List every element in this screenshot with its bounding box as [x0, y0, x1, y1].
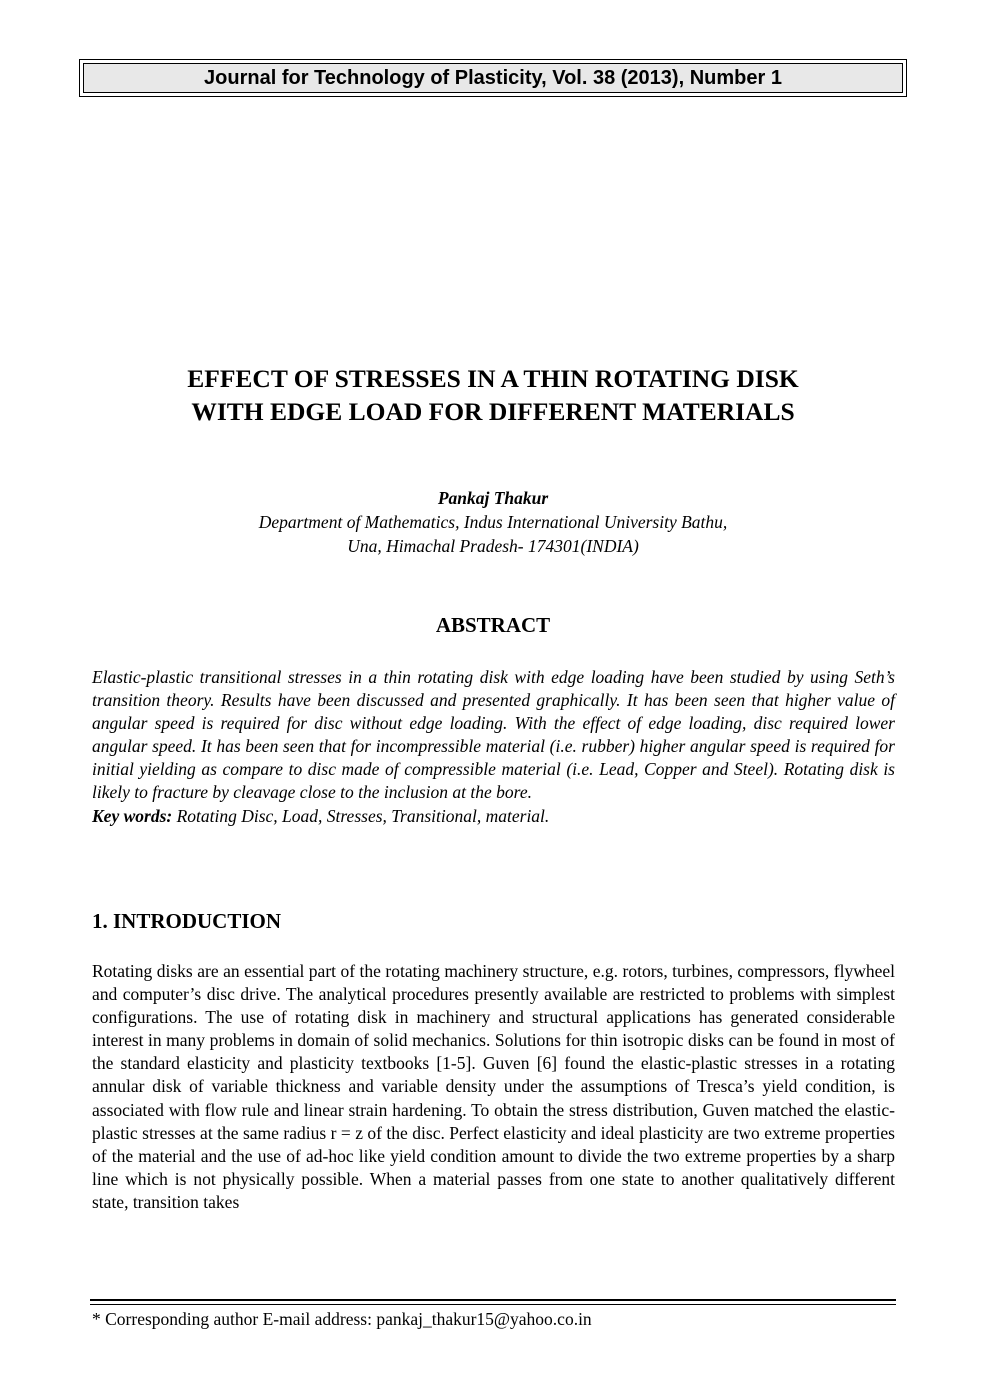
abstract-body	[92, 666, 895, 828]
footnote: * Corresponding author E-mail address: pankaj_thakur15@yahoo.co.in	[92, 1309, 592, 1329]
keywords-label: Key words:	[92, 805, 173, 826]
journal-header	[79, 59, 907, 97]
footnote-divider-thin	[90, 1304, 896, 1305]
abstract-paragraph: Elastic-plastic transitional stresses in a thin rotating disk with edge loading have been studied by using Seth’s transition theory. Results have been discussed and presented graphically. It has been seen that higher value of angular speed is required for disc without edge loading. With the effect of edge loading, disc required lower angular speed. It has been seen that for incompressible material (i.e. rubber) higher angular speed is required for initial yielding as compare to disc made of compressible material (i.e. Lead, Copper and Steel). Rotating disk is likely to fracture by cleavage close to the inclusion at the bore.	[92, 667, 895, 803]
author-affiliation-line2: Una, Himachal Pradesh- 174301(INDIA)	[347, 536, 639, 556]
paper-title-line1: EFFECT OF STRESSES IN A THIN ROTATING DISK	[187, 364, 799, 393]
paper-title	[60, 362, 926, 428]
keywords-list: Rotating Disc, Load, Stresses, Transitional, material.	[176, 805, 550, 826]
author-name: Pankaj Thakur	[437, 488, 549, 508]
footnote-divider	[90, 1299, 896, 1301]
journal-title: Journal for Technology of Plasticity, Vol. 38 (2013), Number 1	[83, 63, 903, 93]
author-affiliation-line1: Department of Mathematics, Indus International University Bathu,	[258, 512, 728, 532]
introduction-body	[92, 960, 895, 1214]
abstract-heading: ABSTRACT	[435, 613, 551, 637]
author-block	[60, 486, 926, 558]
paper-title-line2: WITH EDGE LOAD FOR DIFFERENT MATERIALS	[191, 397, 795, 426]
introduction-paragraph: Rotating disks are an essential part of the rotating machinery structure, e.g. rotors, turbines, compressors, flywheel and computer’s disc drive. The analytical procedures presently available are restricted to problems with simplest configurations. The use of rotating disk in machinery and structural applications has generated considerable interest in many problems in domain of solid mechanics. Solutions for thin isotropic disks can be found in most of the standard elasticity and plasticity textbooks [1-5]. Guven [6] found the elastic-plastic stresses in a rotating annular disk of variable thickness and variable density under the assumptions of Tresca’s yield condition, is associated with flow rule and linear strain hardening. To obtain the stress distribution, Guven matched the elastic-plastic stresses at the same radius r = z of the disc. Perfect elasticity and ideal plasticity are two extreme properties of the material and the use of ad-hoc like yield condition amount to divide the two extreme properties by a sharp line which is not physically possible. When a material passes from one state to another qualitatively different state, transition takes	[92, 961, 895, 1212]
keywords-line	[92, 805, 895, 828]
introduction-heading: 1. INTRODUCTION	[92, 909, 282, 933]
